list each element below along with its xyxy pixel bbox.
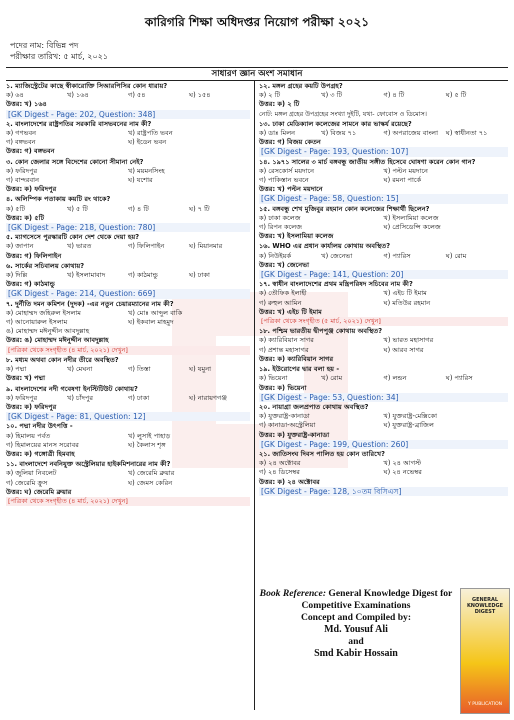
question-stem: ১০. পদ্মা নদীর উৎপত্তি - [6,422,73,431]
question-stem: ১৫. বঙ্গবন্ধু শেখ মুজিবুর রহমান কোন কলেজের শিক্ষার্থী ছিলেন? [259,204,430,213]
option-item: খ) জেরেমি ব্রুয়ার [128,469,175,478]
option-item: ঘ) প্রেসিডেন্সি কলেজ [383,223,441,232]
question-stem: ১৭. স্বাধীন বাংলাদেশের প্রথম মন্ত্রিপরিষদ সচিবের নাম কী? [259,280,413,289]
answer-line: উত্তর: খ) পল্টন ময়দানে [259,185,323,194]
option-item: ক) পদ্মা [6,365,27,374]
option-item: ঘ) নারায়ণগঞ্জ [189,393,227,402]
question-item [259,242,508,279]
source-reference: [GK Digest - Page: 193, Question: 107] [259,147,508,156]
option-item: গ) লন্ডন [383,374,407,383]
options-list [6,394,250,403]
option-item: ঘ) যশোর [128,176,153,185]
question-stem: ২. বাংলাদেশের রাষ্ট্রপতির সরকারি বাসভবনের নাম কী? [6,119,152,128]
option-item: ঙ) মোহাম্মদ মঈনুদ্দীন আবদুল্লাহ [6,327,90,336]
option-item: ক) গণভবন [6,129,37,138]
section-banner: সাধারণ জ্ঞান অংশ সমাধান [6,67,508,81]
option-item: খ) চাঁদপুর [67,393,94,402]
options-list [6,167,250,185]
option-item: খ) লুসাই পাহাড় [128,431,171,440]
question-item [259,205,508,242]
answer-line: উত্তর: গ) বঙ্গভবন [6,147,55,156]
question-item [259,120,508,157]
option-item: গ) রুহুল আমিন [259,298,302,307]
exam-date: পরীক্ষার তারিখ: ৫ মার্চ, ২০২১ [10,52,109,61]
options-list [259,129,508,138]
question-item [6,262,250,299]
cover-publisher: Y PUBLICATION [468,702,502,707]
option-item: গ) প্যারিস [383,251,411,260]
question-item [259,450,508,496]
option-item: ক) ক্যারিবিয়ান সাগর [259,336,314,345]
answer-line: উত্তর: খ) জেনেভা [259,260,310,269]
option-item: ঘ) ৭ টি [189,204,210,213]
option-item: ক) ডাঃ মিলন [259,129,296,138]
option-item: গ) পাকিস্তান ভবনে [259,176,309,185]
options-list [6,205,250,214]
option-item: গ) অপরাজেয় বাংলা [383,129,438,138]
answer-line: উত্তর: ঙ) মোহাম্মদ মঈনুদ্দীন আবদুল্লাহ [6,336,109,345]
option-item: গ) প্রশান্ত মহাসাগর [259,345,309,354]
answer-line: উত্তর: খ) ১৬৪ [6,100,47,109]
book-author-2: Smd Kabir Hossain [314,648,398,659]
option-item: খ) পল্টন ময়দানে [383,166,428,175]
option-item: গ) ফিলিপাইন [128,242,165,251]
option-item: ঘ) প্যারিস [445,374,473,383]
option-item: গ) হিমালয়ের মানস সরোবর [6,440,79,449]
cover-title: GENERAL KNOWLEDGE DIGEST [466,597,504,615]
book-author-1: Md. Yousuf Ali [324,624,388,635]
option-item: ক) ভিয়েনা [259,374,288,383]
question-item [6,158,250,195]
option-item: ক) রেসকোর্স ময়দানে [259,166,315,175]
source-reference: [GK Digest - Page: 53, Question: 34] [259,393,508,402]
option-item: খ) যুক্তরাষ্ট্র-মেক্সিকো [383,412,438,421]
option-item: গ) কাঠমান্ডু [128,271,158,280]
option-item: গ) ২৪ ডিসেম্বর [259,468,300,477]
source-reference: [GK Digest - Page: 214, Question: 669] [6,289,250,298]
option-item: ক) মোহাম্মদ জহিরুল ইসলাম [6,308,81,317]
answer-line: উত্তর: ক) গঙ্গোত্রী হিমবাহ [6,449,75,458]
newspaper-reference: [পত্রিকা থেকে সংগৃহীত (৫ মার্চ, ২০২১) দেখুন] [259,317,508,326]
option-item: গ) তিস্তা [128,365,151,374]
option-item: ক) নিউইয়র্ক [259,251,292,260]
question-item [6,195,250,232]
question-item [6,356,250,384]
options-list [259,167,508,185]
options-list [6,271,250,280]
option-item: ক) দিল্লি [6,271,28,280]
column-divider [254,80,255,710]
option-item: গ) জেরেমি ক্রুস [6,478,48,487]
options-list [259,412,508,430]
option-item: গ) আনোয়ারুল ইসলাম [6,318,68,327]
option-item: খ) বিজয় ৭১ [321,129,357,138]
answer-line: উত্তর: গ) কাঠমান্ডু [6,280,55,289]
question-stem: ৬. সার্কের সচিবালয় কোথায়? [6,261,85,270]
options-list [259,252,508,261]
option-item: গ) বঙ্গভবন [6,138,36,147]
option-item: খ) রোম [321,374,343,383]
option-item: ক) যুক্তরাষ্ট্র-কানাডা [259,412,310,421]
option-item: গ) ৫৪ [128,91,146,100]
options-list [6,469,250,487]
option-item: খ) ইসলামিয়া কলেজ [383,213,439,222]
answer-line: উত্তর: ক) ২ টি [259,100,300,109]
question-item [6,385,250,422]
options-list [259,374,508,383]
answer-line: উত্তর: ক) ২৪ অক্টোবর [259,477,320,486]
question-item [6,233,250,261]
question-item [259,327,508,364]
question-stem: ৫. ম্যাগসেসে পুরস্কারটি কোন দেশ থেকে দেয়া হয়? [6,233,140,242]
option-item: ক) ঢাকা কলেজ [259,213,301,222]
options-list [6,309,250,337]
question-stem: ১৩. ঢাকা মেডিক্যাল কলেজের সামনে কার ভাস্কর্য রয়েছে? [259,119,412,128]
question-stem: ৩. কোন জেলার সঙ্গে বিদেশের কোনো সীমানা নেই? [6,157,144,166]
source-reference: [GK Digest - Page: 218, Question: 780] [6,223,250,232]
options-list [259,336,508,354]
option-item: ক) ২ টি [259,91,281,100]
page-title: কারিগরি শিক্ষা অধিদপ্তর নিয়োগ পরীক্ষা ২০২১ [144,15,370,29]
post-name: পদের নাম: বিভিন্ন পদ [10,41,79,50]
option-item: খ) মোঃ আব্দুল বাকি [128,308,183,317]
option-item: ঘ) যমুনা [189,365,212,374]
book-cover [460,588,510,714]
option-item: খ) ভারত মহাসাগর [383,336,434,345]
options-list [259,214,508,232]
option-item: গ) কানাডা-অস্ট্রেলিয়া [259,421,316,430]
book-reference [258,588,454,660]
book-label: Book Reference: [259,588,327,599]
answer-line: উত্তর: ঘ) জেরেমি ব্রুয়ার [6,487,72,496]
question-item [6,120,250,157]
option-item: ঘ) রমনা পার্কে [383,176,422,185]
source-reference: [GK Digest - Page: 128, ১০তম বিসিএস] [259,487,508,496]
question-item [259,365,508,402]
question-item [6,460,250,506]
option-item: ঘ) ৫ টি [445,91,467,100]
option-item: ঘ) যুক্তরাষ্ট্র-ব্রাজিল [383,421,434,430]
source-reference: [GK Digest - Page: 141, Question: 20] [259,270,508,279]
question-stem: ২০. নায়াগ্রা জলপ্রপাত কোথায় অবস্থিত? [259,402,369,411]
answer-line: উত্তর: ক) ফরিদপুর [6,185,57,194]
options-list [6,432,250,450]
question-stem: ৪. অলিম্পিক পতাকায় কয়টি রং থাকে? [6,195,111,204]
question-stem: ২১. জাতিসংঘ দিবস পালিত হয় কোন তারিখে? [259,449,385,458]
question-item [6,82,250,119]
question-item [6,422,250,459]
source-reference: [GK Digest - Page: 202, Question: 348] [6,110,250,119]
answer-line: উত্তর: গ) বিজয় কেতন [259,138,321,147]
answer-line: উত্তর: ক) ফরিদপুর [6,402,57,411]
answer-line: উত্তর: ক) ৫টি [6,213,45,222]
newspaper-reference: [পত্রিকা থেকে সংগৃহীত (৪ মার্চ, ২০২১) দেখুন] [6,497,250,506]
answer-line: উত্তর: ক) ক্যারিবিয়ান সাগর [259,354,334,363]
question-item [259,82,508,119]
options-list [6,129,250,147]
option-item: খ) ৩ টি [321,91,343,100]
options-list [6,365,250,374]
question-stem: ৭. দুর্নীতি দমন কমিশন (দুদক) -এর নতুন চেয়ারম্যানের নাম কী? [6,299,174,308]
option-item: ক) তৌফিক ইলাহী [259,289,307,298]
option-item: খ) ২৪ আগস্ট [383,459,422,468]
question-item [259,280,508,326]
option-item: ঘ) মতিউর রহমান [383,298,431,307]
source-reference: [GK Digest - Page: 199, Question: 260] [259,440,508,449]
question-item [259,403,508,449]
option-item: ক) ৬৪ [6,91,24,100]
option-item: খ) ১৬৪ [67,91,89,100]
answer-line: উত্তর: ক) ভিয়েনা [259,383,307,392]
answer-line: উত্তর: খ) পদ্মা [6,374,46,383]
question-stem: ১৪. ১৯৭১ সালের ৩ মার্চ বঙ্গবন্ধু জাতীয় সঙ্গীত হিসেবে ঘোষণা করেন কোন গান? [259,157,476,166]
option-item: ক) ফরিদপুর [6,393,38,402]
book-concept: Concept and Compiled by: [300,612,412,623]
book-and: and [348,636,364,647]
option-item: ঘ) কৈলাস শৃঙ্গ [128,440,166,449]
left-column [6,82,250,712]
options-list [6,242,250,251]
option-item: ক) ফরিদপুর [6,166,38,175]
option-item: ক) জুলিয়া নিবলেট [6,469,57,478]
source-reference: [GK Digest - Page: 58, Question: 15] [259,194,508,203]
answer-line: উত্তর: খ) এইচ টি ইমাম [259,307,322,316]
option-item: খ) জেনেভা [321,251,353,260]
option-item: ঘ) জেমস কেরিন [128,478,173,487]
option-item: ঘ) রোম [445,251,467,260]
book-title: General Knowledge Digest for Competitive Examinations [301,588,453,611]
newspaper-reference: [পত্রিকা থেকে সংগৃহীত (৪ মার্চ, ২০২১) দেখুন] [6,346,250,355]
option-item: গ) বান্দরবান [6,176,40,185]
question-stem: ৮. মধ্যম অথবা কোন নদীর তীরে অবস্থিত? [6,355,119,364]
question-stem: ১৬. WHO এর প্রধান কার্যালয় কোথায় অবস্থিত? [259,242,391,251]
option-item: খ) ভারত [67,242,92,251]
question-stem: ১. ম্যাজিস্ট্রেটের কাছে স্বীকারোক্তি সিআরপিসির কোন ধারায়? [6,82,168,90]
options-list [259,459,508,477]
option-item: খ) ৫ টি [67,204,88,213]
option-item: ঘ) ২৪ নভেম্বর [383,468,422,477]
option-item: খ) ময়মনসিংহ [128,166,165,175]
source-reference: [GK Digest - Page: 81, Question: 12] [6,412,250,421]
option-item: ঘ) ইকবাল মাহমুদ [128,318,174,327]
question-stem: ১৮. পশ্চিম ভারতীয় দ্বীপপুঞ্জ কোথায় অবস্থিত? [259,327,383,336]
right-column [259,82,508,496]
option-item: খ) রাষ্ট্রপতি ভবন [128,129,173,138]
option-item: খ) মেঘনা [67,365,93,374]
answer-line: উত্তর: ক) যুক্তরাষ্ট্র-কানাডা [259,430,330,439]
options-list [259,289,508,307]
question-stem: ১৯. ইউরোপের দ্বার বলা হয় - [259,365,340,374]
option-item: খ) ইসলামাবাদ [67,271,106,280]
question-item [6,300,250,355]
note-text: নোট: মঙ্গল গ্রহের উপগ্রহের সংখ্যা দুইটি, যথা- ফোবোস ও ডিমোস। [259,110,427,118]
option-item: গ) ঢাকা [128,393,150,402]
option-item: ঘ) আরব সাগর [383,345,424,354]
option-item: ক) হিমালয় পর্বত [6,431,51,440]
question-stem: ৯. বাংলাদেশের নদী গবেষণা ইনস্টিটিউট কোথায়? [6,384,138,393]
answer-line: উত্তর: খ) ইসলামিয়া কলেজ [259,232,334,241]
option-item: ঘ) ঢাকা [189,271,210,280]
option-item: ঘ) স্বাধীনতা ৭১ [445,129,488,138]
option-item: ঘ) ইডেন ভবন [128,138,167,147]
option-item: গ) ৪ টি [128,204,149,213]
option-item: ক) জাপান [6,242,34,251]
answer-line: উত্তর: গ) ফিলিপাইন [6,251,62,260]
option-item: ক) ২৪ অক্টোবর [259,459,301,468]
option-item: গ) রিপন কলেজ [259,223,303,232]
option-item: ঘ) ১৫৪ [189,91,211,100]
question-stem: ১১. বাংলাদেশে নবনিযুক্ত অস্ট্রেলিয়ার হাইকমিশনারের নাম কী? [6,460,171,469]
option-item: ঘ) মিয়ানমার [189,242,223,251]
option-item: গ) ৪ টি [383,91,405,100]
option-item: ক) ৫টি [6,204,26,213]
option-item: খ) এইচ টি ইমাম [383,289,427,298]
question-item [259,158,508,204]
question-stem: ১২. মঙ্গল গ্রহের কয়টি উপগ্রহ? [259,82,343,90]
